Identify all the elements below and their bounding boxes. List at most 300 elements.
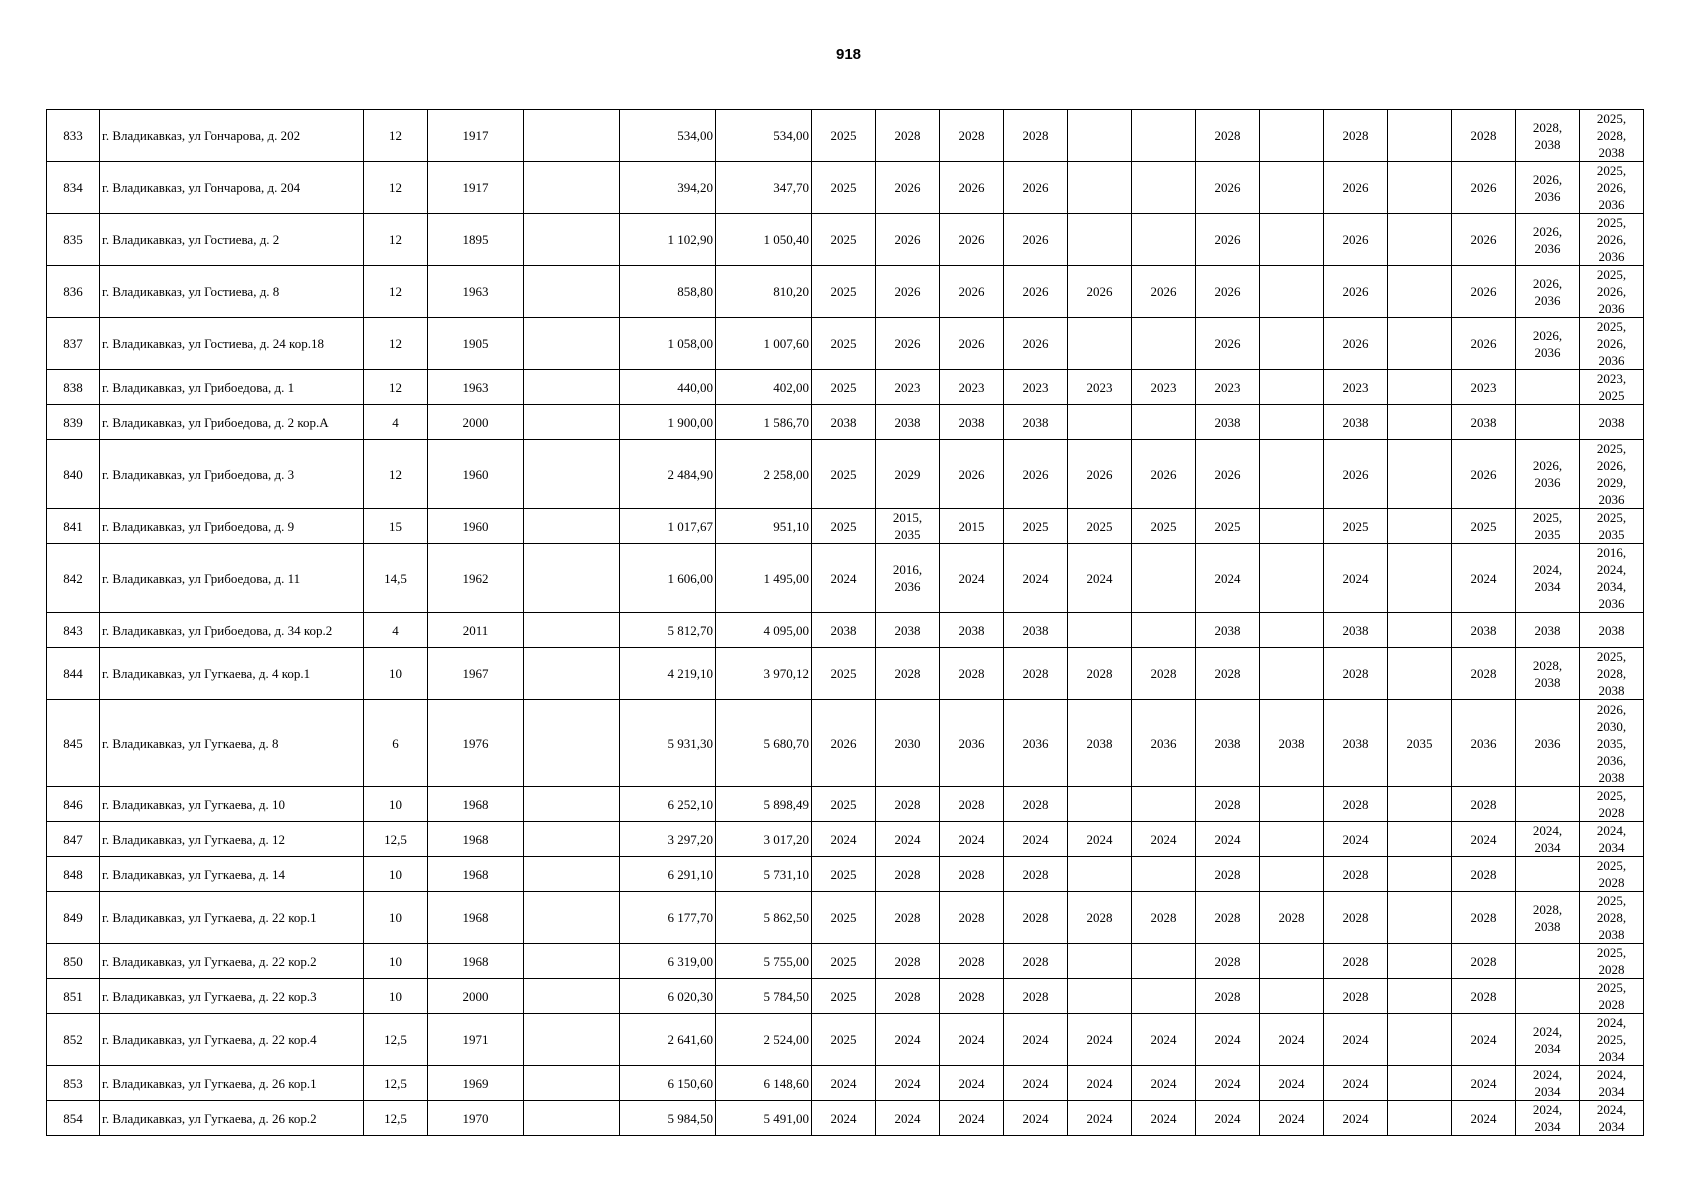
year-built-cell: 1895 xyxy=(428,214,524,266)
year-cell-c6 xyxy=(1132,214,1196,266)
year-built-cell: 1962 xyxy=(428,544,524,613)
address-cell: г. Владикавказ, ул Гостиева, д. 24 кор.18 xyxy=(100,318,364,370)
year-cell-c13: 2025, 2026, 2036 xyxy=(1580,162,1644,214)
table-row xyxy=(47,162,1644,214)
floors-cell: 12 xyxy=(364,214,428,266)
year-cell-c2: 2028 xyxy=(876,787,940,822)
table-row xyxy=(47,944,1644,979)
address-cell: г. Владикавказ, ул Грибоедова, д. 9 xyxy=(100,509,364,544)
year-cell-c2: 2015, 2035 xyxy=(876,509,940,544)
address-cell: г. Владикавказ, ул Гончарова, д. 204 xyxy=(100,162,364,214)
empty-cell xyxy=(524,892,620,944)
year-cell-c2: 2026 xyxy=(876,266,940,318)
year-cell-c9: 2023 xyxy=(1324,370,1388,405)
table-row xyxy=(47,318,1644,370)
year-cell-c11: 2028 xyxy=(1452,787,1516,822)
year-cell-c2: 2026 xyxy=(876,162,940,214)
year-cell-c13: 2024, 2034 xyxy=(1580,1066,1644,1101)
year-cell-c10 xyxy=(1388,405,1452,440)
year-cell-c2: 2028 xyxy=(876,857,940,892)
year-cell-c13: 2025, 2026, 2036 xyxy=(1580,266,1644,318)
year-built-cell: 2000 xyxy=(428,979,524,1014)
address-cell: г. Владикавказ, ул Гугкаева, д. 26 кор.2 xyxy=(100,1101,364,1136)
year-cell-c2: 2028 xyxy=(876,979,940,1014)
page-number: 918 xyxy=(835,46,862,63)
year-cell-c9: 2024 xyxy=(1324,1014,1388,1066)
year-cell-c9: 2028 xyxy=(1324,648,1388,700)
year-cell-c6: 2024 xyxy=(1132,822,1196,857)
total-area-cell: 1 102,90 xyxy=(620,214,716,266)
year-cell-c9: 2028 xyxy=(1324,787,1388,822)
year-cell-c12: 2024, 2034 xyxy=(1516,1014,1580,1066)
year-cell-c4: 2028 xyxy=(1004,787,1068,822)
year-cell-c4: 2036 xyxy=(1004,700,1068,787)
empty-cell xyxy=(524,700,620,787)
year-built-cell: 1969 xyxy=(428,1066,524,1101)
year-cell-c3: 2028 xyxy=(940,648,1004,700)
living-area-cell: 5 862,50 xyxy=(716,892,812,944)
floors-cell: 12 xyxy=(364,370,428,405)
year-cell-c5: 2024 xyxy=(1068,1066,1132,1101)
year-cell-c10 xyxy=(1388,944,1452,979)
year-cell-c4: 2024 xyxy=(1004,1014,1068,1066)
year-cell-c6: 2028 xyxy=(1132,648,1196,700)
year-cell-c9: 2028 xyxy=(1324,944,1388,979)
year-cell-c11: 2024 xyxy=(1452,1066,1516,1101)
year-cell-c10 xyxy=(1388,162,1452,214)
empty-cell xyxy=(524,787,620,822)
year-cell-c12: 2036 xyxy=(1516,700,1580,787)
year-cell-c9: 2026 xyxy=(1324,318,1388,370)
year-cell-c9: 2024 xyxy=(1324,822,1388,857)
year-cell-c8 xyxy=(1260,648,1324,700)
housing-registry-table xyxy=(46,109,1644,1136)
floors-cell: 15 xyxy=(364,509,428,544)
year-built-cell: 1968 xyxy=(428,944,524,979)
year-cell-c2: 2026 xyxy=(876,214,940,266)
address-cell: г. Владикавказ, ул Грибоедова, д. 11 xyxy=(100,544,364,613)
year-cell-c7: 2028 xyxy=(1196,787,1260,822)
year-cell-c12: 2024, 2034 xyxy=(1516,1101,1580,1136)
year-cell-c5: 2028 xyxy=(1068,892,1132,944)
row-number-cell: 851 xyxy=(47,979,100,1014)
total-area-cell: 2 641,60 xyxy=(620,1014,716,1066)
year-cell-c12: 2024, 2034 xyxy=(1516,544,1580,613)
row-number-cell: 833 xyxy=(47,110,100,162)
floors-cell: 12,5 xyxy=(364,1014,428,1066)
year-cell-c12: 2026, 2036 xyxy=(1516,162,1580,214)
empty-cell xyxy=(524,979,620,1014)
year-cell-c11: 2036 xyxy=(1452,700,1516,787)
year-cell-c8 xyxy=(1260,613,1324,648)
year-cell-c13: 2025, 2028, 2038 xyxy=(1580,648,1644,700)
year-cell-c1: 2024 xyxy=(812,822,876,857)
year-cell-c2: 2030 xyxy=(876,700,940,787)
year-cell-c8: 2024 xyxy=(1260,1014,1324,1066)
row-number-cell: 848 xyxy=(47,857,100,892)
year-cell-c9: 2028 xyxy=(1324,857,1388,892)
year-cell-c11: 2028 xyxy=(1452,110,1516,162)
floors-cell: 10 xyxy=(364,648,428,700)
year-cell-c6: 2036 xyxy=(1132,700,1196,787)
address-cell: г. Владикавказ, ул Гугкаева, д. 14 xyxy=(100,857,364,892)
year-cell-c3: 2028 xyxy=(940,857,1004,892)
year-cell-c11: 2025 xyxy=(1452,509,1516,544)
year-cell-c9: 2028 xyxy=(1324,892,1388,944)
empty-cell xyxy=(524,405,620,440)
year-cell-c11: 2028 xyxy=(1452,648,1516,700)
year-cell-c6: 2026 xyxy=(1132,266,1196,318)
address-cell: г. Владикавказ, ул Гугкаева, д. 26 кор.1 xyxy=(100,1066,364,1101)
row-number-cell: 835 xyxy=(47,214,100,266)
floors-cell: 12 xyxy=(364,440,428,509)
year-cell-c2: 2038 xyxy=(876,613,940,648)
year-cell-c2: 2028 xyxy=(876,944,940,979)
year-cell-c13: 2038 xyxy=(1580,405,1644,440)
year-cell-c3: 2028 xyxy=(940,944,1004,979)
year-cell-c4: 2026 xyxy=(1004,162,1068,214)
year-cell-c7: 2028 xyxy=(1196,892,1260,944)
total-area-cell: 6 291,10 xyxy=(620,857,716,892)
table-row xyxy=(47,892,1644,944)
year-cell-c12: 2024, 2034 xyxy=(1516,822,1580,857)
empty-cell xyxy=(524,440,620,509)
year-cell-c8: 2024 xyxy=(1260,1066,1324,1101)
year-cell-c13: 2025, 2026, 2029, 2036 xyxy=(1580,440,1644,509)
year-cell-c13: 2024, 2034 xyxy=(1580,1101,1644,1136)
year-cell-c10 xyxy=(1388,318,1452,370)
year-cell-c11: 2026 xyxy=(1452,266,1516,318)
floors-cell: 14,5 xyxy=(364,544,428,613)
year-cell-c10 xyxy=(1388,857,1452,892)
year-cell-c1: 2025 xyxy=(812,110,876,162)
floors-cell: 12,5 xyxy=(364,1101,428,1136)
year-cell-c1: 2026 xyxy=(812,700,876,787)
empty-cell xyxy=(524,1014,620,1066)
year-cell-c1: 2025 xyxy=(812,440,876,509)
year-cell-c10 xyxy=(1388,370,1452,405)
year-cell-c4: 2028 xyxy=(1004,944,1068,979)
year-built-cell: 1976 xyxy=(428,700,524,787)
living-area-cell: 951,10 xyxy=(716,509,812,544)
row-number-cell: 837 xyxy=(47,318,100,370)
year-cell-c1: 2024 xyxy=(812,1066,876,1101)
year-cell-c8 xyxy=(1260,787,1324,822)
total-area-cell: 2 484,90 xyxy=(620,440,716,509)
table-row xyxy=(47,405,1644,440)
address-cell: г. Владикавказ, ул Гостиева, д. 8 xyxy=(100,266,364,318)
floors-cell: 12,5 xyxy=(364,1066,428,1101)
year-cell-c12: 2028, 2038 xyxy=(1516,892,1580,944)
year-cell-c12: 2028, 2038 xyxy=(1516,648,1580,700)
total-area-cell: 6 020,30 xyxy=(620,979,716,1014)
year-built-cell: 1968 xyxy=(428,787,524,822)
year-cell-c2: 2024 xyxy=(876,1066,940,1101)
living-area-cell: 1 495,00 xyxy=(716,544,812,613)
year-cell-c1: 2038 xyxy=(812,405,876,440)
year-cell-c12 xyxy=(1516,405,1580,440)
floors-cell: 4 xyxy=(364,405,428,440)
year-cell-c7: 2024 xyxy=(1196,1066,1260,1101)
year-cell-c5 xyxy=(1068,857,1132,892)
year-cell-c1: 2025 xyxy=(812,944,876,979)
living-area-cell: 6 148,60 xyxy=(716,1066,812,1101)
address-cell: г. Владикавказ, ул Гугкаева, д. 22 кор.3 xyxy=(100,979,364,1014)
year-cell-c8 xyxy=(1260,405,1324,440)
living-area-cell: 5 491,00 xyxy=(716,1101,812,1136)
row-number-cell: 850 xyxy=(47,944,100,979)
total-area-cell: 1 606,00 xyxy=(620,544,716,613)
address-cell: г. Владикавказ, ул Гугкаева, д. 22 кор.4 xyxy=(100,1014,364,1066)
year-cell-c6: 2025 xyxy=(1132,509,1196,544)
year-cell-c13: 2025, 2028 xyxy=(1580,787,1644,822)
floors-cell: 12 xyxy=(364,110,428,162)
living-area-cell: 1 050,40 xyxy=(716,214,812,266)
year-cell-c11: 2026 xyxy=(1452,318,1516,370)
year-built-cell: 1967 xyxy=(428,648,524,700)
year-cell-c12: 2028, 2038 xyxy=(1516,110,1580,162)
living-area-cell: 1 007,60 xyxy=(716,318,812,370)
total-area-cell: 858,80 xyxy=(620,266,716,318)
table-row xyxy=(47,1014,1644,1066)
year-cell-c12: 2026, 2036 xyxy=(1516,266,1580,318)
year-cell-c3: 2028 xyxy=(940,892,1004,944)
floors-cell: 12 xyxy=(364,318,428,370)
total-area-cell: 1 017,67 xyxy=(620,509,716,544)
year-built-cell: 1970 xyxy=(428,1101,524,1136)
year-cell-c3: 2015 xyxy=(940,509,1004,544)
year-cell-c12 xyxy=(1516,370,1580,405)
year-cell-c2: 2028 xyxy=(876,892,940,944)
year-cell-c12: 2026, 2036 xyxy=(1516,440,1580,509)
address-cell: г. Владикавказ, ул Гугкаева, д. 10 xyxy=(100,787,364,822)
year-cell-c13: 2025, 2035 xyxy=(1580,509,1644,544)
year-cell-c3: 2026 xyxy=(940,318,1004,370)
living-area-cell: 4 095,00 xyxy=(716,613,812,648)
empty-cell xyxy=(524,1066,620,1101)
year-cell-c13: 2025, 2028 xyxy=(1580,944,1644,979)
year-cell-c7: 2025 xyxy=(1196,509,1260,544)
year-cell-c7: 2038 xyxy=(1196,700,1260,787)
living-area-cell: 3 970,12 xyxy=(716,648,812,700)
year-cell-c7: 2024 xyxy=(1196,1014,1260,1066)
year-cell-c5: 2025 xyxy=(1068,509,1132,544)
row-number-cell: 838 xyxy=(47,370,100,405)
year-cell-c3: 2026 xyxy=(940,162,1004,214)
year-cell-c8 xyxy=(1260,266,1324,318)
year-cell-c12 xyxy=(1516,857,1580,892)
row-number-cell: 841 xyxy=(47,509,100,544)
living-area-cell: 5 680,70 xyxy=(716,700,812,787)
year-cell-c3: 2026 xyxy=(940,440,1004,509)
year-cell-c6 xyxy=(1132,110,1196,162)
row-number-cell: 843 xyxy=(47,613,100,648)
year-built-cell: 1968 xyxy=(428,857,524,892)
year-cell-c1: 2025 xyxy=(812,648,876,700)
table-row xyxy=(47,440,1644,509)
year-cell-c7: 2026 xyxy=(1196,266,1260,318)
year-built-cell: 2011 xyxy=(428,613,524,648)
year-cell-c5 xyxy=(1068,214,1132,266)
table-row xyxy=(47,648,1644,700)
year-cell-c4: 2028 xyxy=(1004,110,1068,162)
year-cell-c2: 2028 xyxy=(876,110,940,162)
year-cell-c11: 2038 xyxy=(1452,405,1516,440)
year-cell-c7: 2024 xyxy=(1196,1101,1260,1136)
year-cell-c8: 2024 xyxy=(1260,1101,1324,1136)
empty-cell xyxy=(524,944,620,979)
year-cell-c5: 2024 xyxy=(1068,1014,1132,1066)
year-cell-c12: 2026, 2036 xyxy=(1516,214,1580,266)
total-area-cell: 5 812,70 xyxy=(620,613,716,648)
year-cell-c7: 2028 xyxy=(1196,979,1260,1014)
year-cell-c10 xyxy=(1388,979,1452,1014)
year-cell-c12: 2025, 2035 xyxy=(1516,509,1580,544)
table-row xyxy=(47,370,1644,405)
year-cell-c3: 2026 xyxy=(940,214,1004,266)
year-cell-c9: 2026 xyxy=(1324,162,1388,214)
total-area-cell: 3 297,20 xyxy=(620,822,716,857)
year-cell-c13: 2026, 2030, 2035, 2036, 2038 xyxy=(1580,700,1644,787)
table-row xyxy=(47,857,1644,892)
year-cell-c1: 2025 xyxy=(812,266,876,318)
year-built-cell: 1917 xyxy=(428,110,524,162)
total-area-cell: 5 931,30 xyxy=(620,700,716,787)
year-cell-c2: 2026 xyxy=(876,318,940,370)
year-cell-c5 xyxy=(1068,110,1132,162)
year-cell-c2: 2028 xyxy=(876,648,940,700)
row-number-cell: 844 xyxy=(47,648,100,700)
floors-cell: 10 xyxy=(364,892,428,944)
year-cell-c1: 2025 xyxy=(812,857,876,892)
address-cell: г. Владикавказ, ул Гугкаева, д. 12 xyxy=(100,822,364,857)
year-cell-c5 xyxy=(1068,405,1132,440)
year-cell-c3: 2024 xyxy=(940,1014,1004,1066)
row-number-cell: 834 xyxy=(47,162,100,214)
year-cell-c6 xyxy=(1132,544,1196,613)
living-area-cell: 5 731,10 xyxy=(716,857,812,892)
year-cell-c13: 2023, 2025 xyxy=(1580,370,1644,405)
year-cell-c12 xyxy=(1516,944,1580,979)
address-cell: г. Владикавказ, ул Грибоедова, д. 34 кор.2 xyxy=(100,613,364,648)
year-cell-c10 xyxy=(1388,266,1452,318)
year-cell-c8 xyxy=(1260,162,1324,214)
year-cell-c11: 2028 xyxy=(1452,892,1516,944)
year-cell-c12 xyxy=(1516,787,1580,822)
living-area-cell: 5 755,00 xyxy=(716,944,812,979)
floors-cell: 10 xyxy=(364,979,428,1014)
year-cell-c11: 2026 xyxy=(1452,440,1516,509)
year-cell-c5 xyxy=(1068,944,1132,979)
empty-cell xyxy=(524,857,620,892)
year-cell-c2: 2029 xyxy=(876,440,940,509)
year-cell-c8 xyxy=(1260,214,1324,266)
empty-cell xyxy=(524,1101,620,1136)
year-cell-c3: 2023 xyxy=(940,370,1004,405)
empty-cell xyxy=(524,318,620,370)
row-number-cell: 847 xyxy=(47,822,100,857)
year-cell-c1: 2025 xyxy=(812,1014,876,1066)
year-cell-c2: 2024 xyxy=(876,1101,940,1136)
year-cell-c1: 2038 xyxy=(812,613,876,648)
address-cell: г. Владикавказ, ул Гончарова, д. 202 xyxy=(100,110,364,162)
year-cell-c11: 2024 xyxy=(1452,822,1516,857)
table-row xyxy=(47,700,1644,787)
table-row xyxy=(47,509,1644,544)
year-cell-c10 xyxy=(1388,613,1452,648)
year-cell-c1: 2025 xyxy=(812,787,876,822)
year-cell-c7: 2028 xyxy=(1196,110,1260,162)
table-row xyxy=(47,266,1644,318)
empty-cell xyxy=(524,822,620,857)
year-cell-c6 xyxy=(1132,857,1196,892)
year-cell-c8 xyxy=(1260,544,1324,613)
year-cell-c11: 2028 xyxy=(1452,979,1516,1014)
year-cell-c7: 2026 xyxy=(1196,214,1260,266)
year-cell-c7: 2024 xyxy=(1196,544,1260,613)
year-cell-c5 xyxy=(1068,787,1132,822)
year-cell-c2: 2023 xyxy=(876,370,940,405)
year-cell-c13: 2038 xyxy=(1580,613,1644,648)
year-cell-c9: 2038 xyxy=(1324,700,1388,787)
year-cell-c4: 2024 xyxy=(1004,1101,1068,1136)
year-cell-c10 xyxy=(1388,648,1452,700)
year-cell-c3: 2024 xyxy=(940,544,1004,613)
living-area-cell: 347,70 xyxy=(716,162,812,214)
year-cell-c11: 2024 xyxy=(1452,1014,1516,1066)
year-cell-c6 xyxy=(1132,613,1196,648)
total-area-cell: 5 984,50 xyxy=(620,1101,716,1136)
year-cell-c6: 2024 xyxy=(1132,1101,1196,1136)
year-built-cell: 1963 xyxy=(428,370,524,405)
year-cell-c13: 2025, 2026, 2036 xyxy=(1580,214,1644,266)
year-cell-c13: 2025, 2028, 2038 xyxy=(1580,892,1644,944)
year-cell-c8 xyxy=(1260,857,1324,892)
year-cell-c11: 2023 xyxy=(1452,370,1516,405)
year-cell-c6: 2024 xyxy=(1132,1066,1196,1101)
row-number-cell: 842 xyxy=(47,544,100,613)
year-cell-c1: 2025 xyxy=(812,892,876,944)
year-cell-c6 xyxy=(1132,979,1196,1014)
year-cell-c5 xyxy=(1068,613,1132,648)
table-row xyxy=(47,1101,1644,1136)
year-cell-c3: 2024 xyxy=(940,1066,1004,1101)
living-area-cell: 1 586,70 xyxy=(716,405,812,440)
year-cell-c11: 2028 xyxy=(1452,944,1516,979)
year-cell-c10 xyxy=(1388,1066,1452,1101)
year-cell-c8: 2028 xyxy=(1260,892,1324,944)
table-row xyxy=(47,110,1644,162)
year-cell-c5 xyxy=(1068,318,1132,370)
year-cell-c8 xyxy=(1260,509,1324,544)
year-cell-c9: 2026 xyxy=(1324,214,1388,266)
year-cell-c8 xyxy=(1260,110,1324,162)
total-area-cell: 1 900,00 xyxy=(620,405,716,440)
year-cell-c11: 2026 xyxy=(1452,162,1516,214)
table-row xyxy=(47,1066,1644,1101)
living-area-cell: 2 258,00 xyxy=(716,440,812,509)
year-cell-c5: 2024 xyxy=(1068,544,1132,613)
year-cell-c9: 2038 xyxy=(1324,405,1388,440)
year-cell-c4: 2026 xyxy=(1004,440,1068,509)
year-cell-c10 xyxy=(1388,787,1452,822)
row-number-cell: 852 xyxy=(47,1014,100,1066)
empty-cell xyxy=(524,648,620,700)
year-cell-c2: 2038 xyxy=(876,405,940,440)
year-cell-c5 xyxy=(1068,162,1132,214)
empty-cell xyxy=(524,370,620,405)
total-area-cell: 440,00 xyxy=(620,370,716,405)
